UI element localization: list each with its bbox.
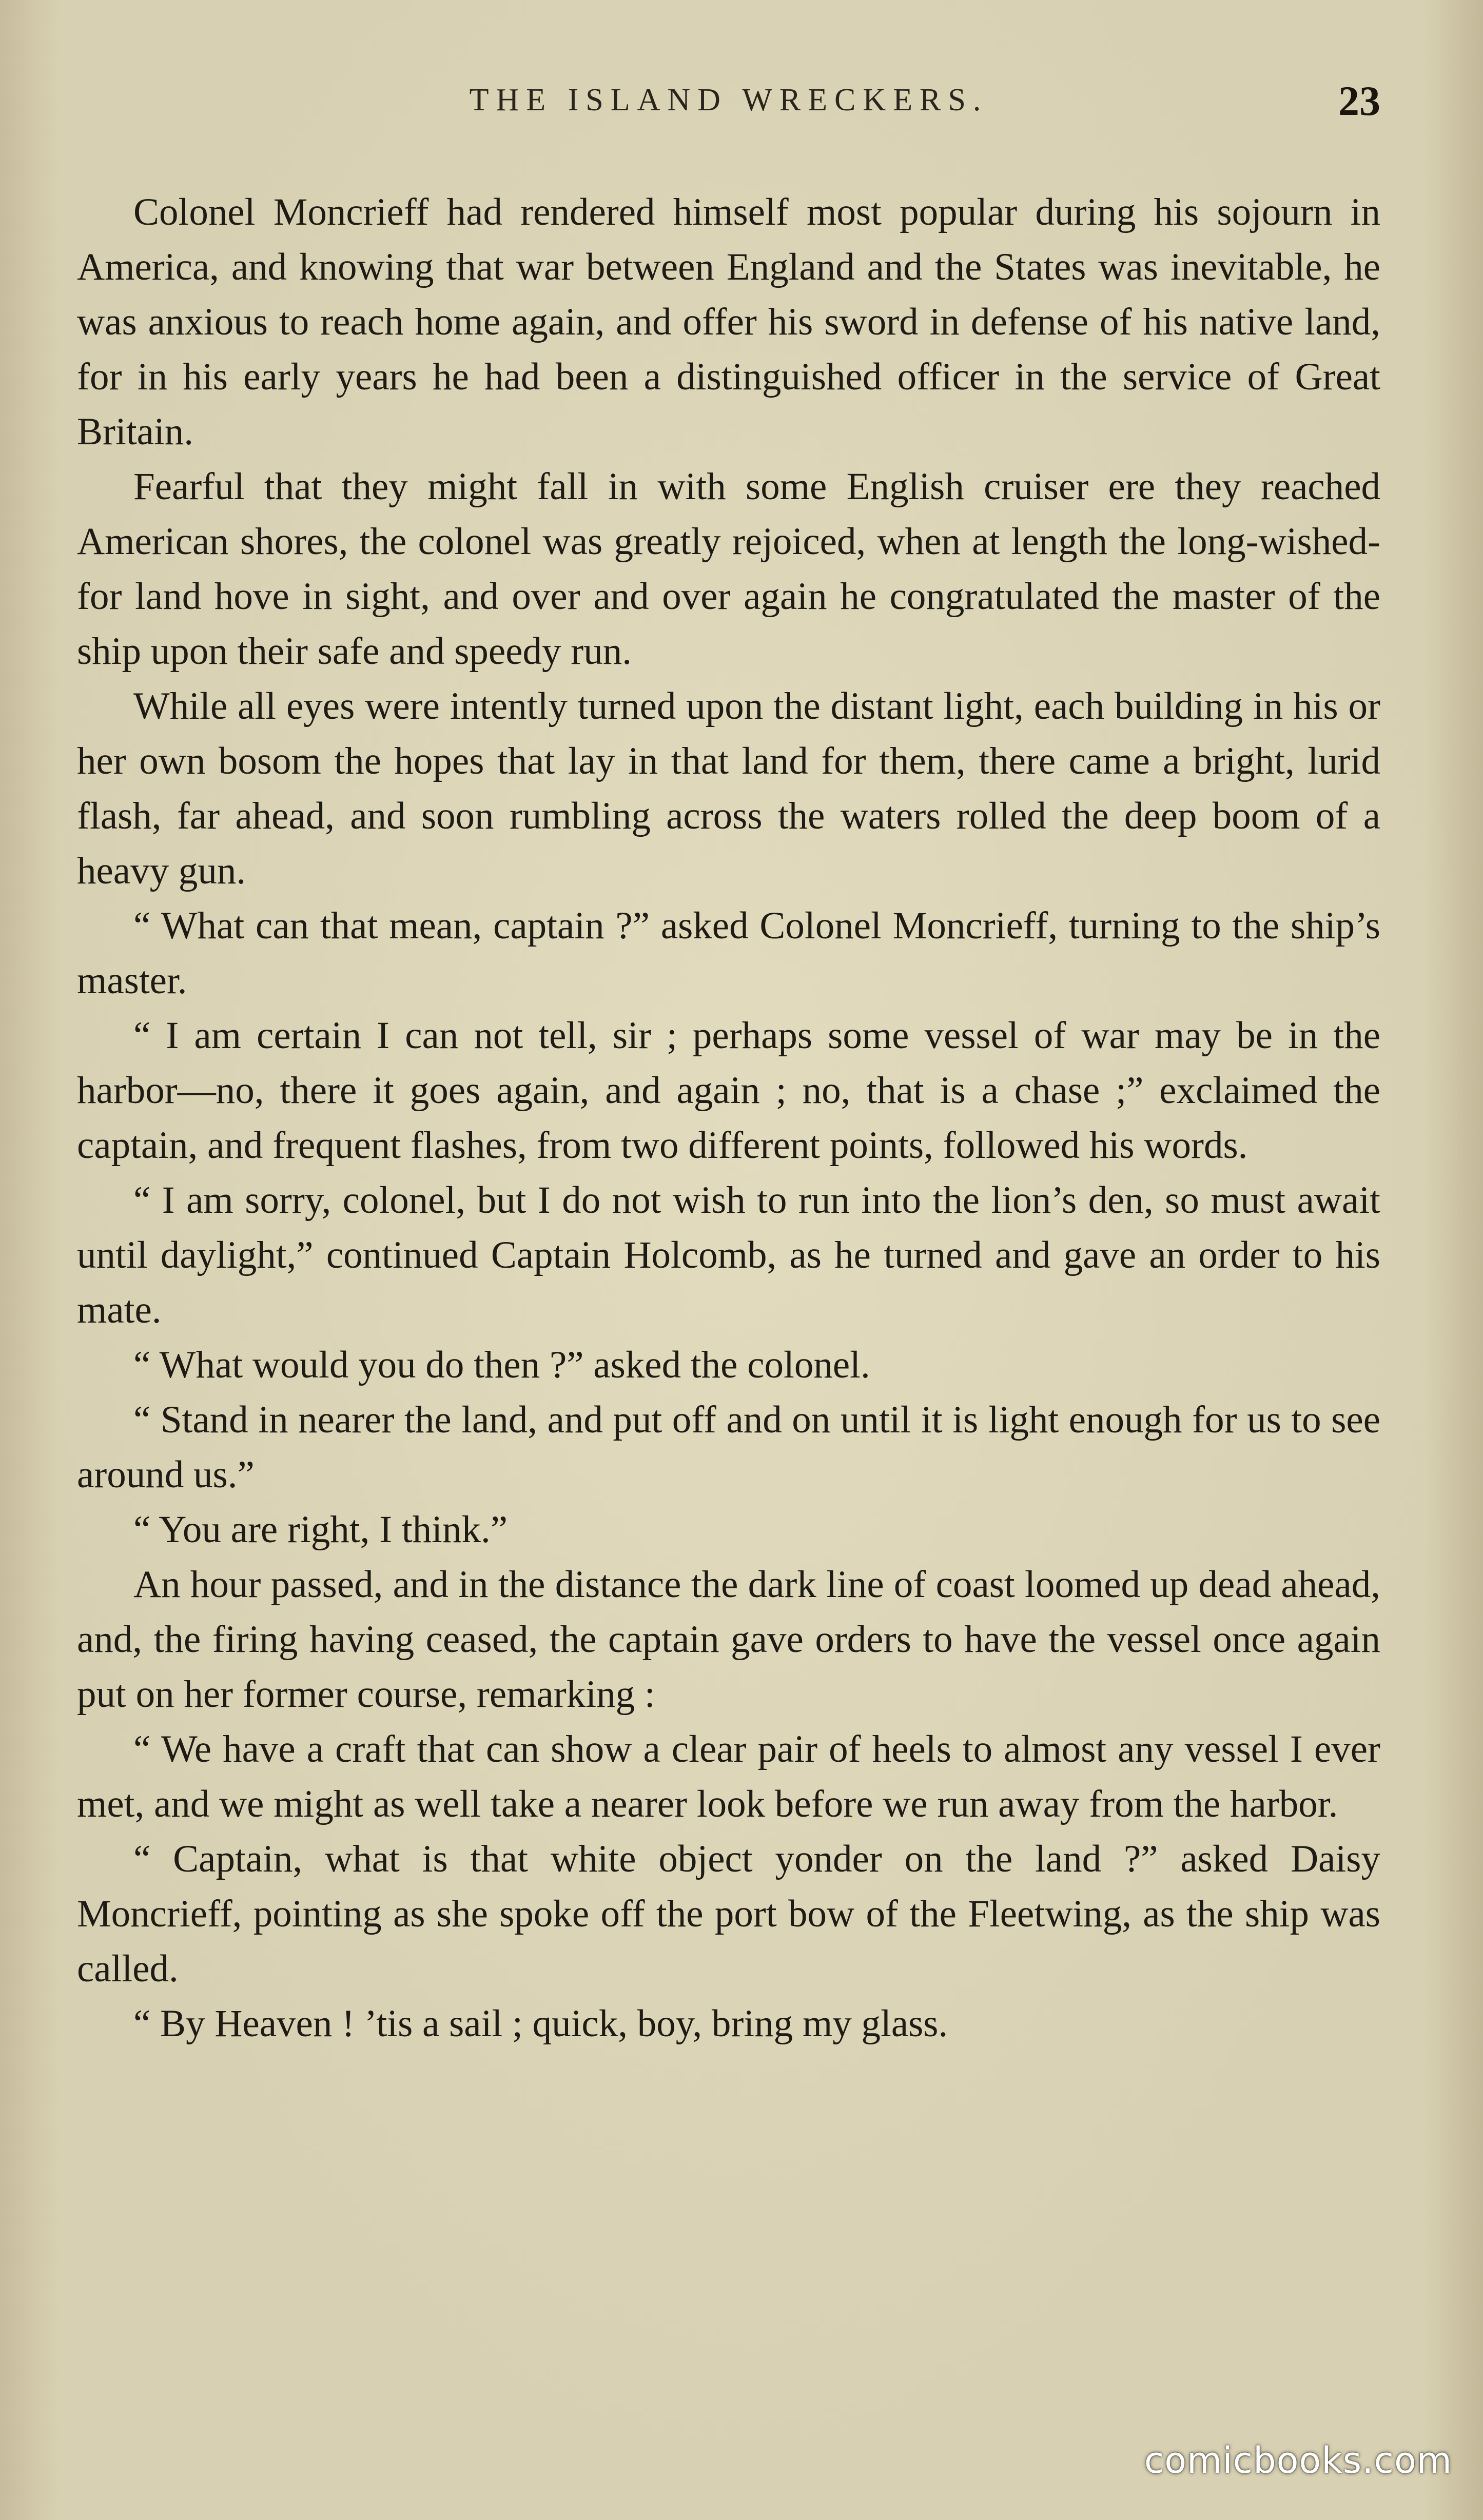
paragraph: “ Stand in nearer the land, and put off and on until it is light enough for us to see around us.” [77,1399,1380,1496]
paragraph: “ We have a craft that can show a clear pair of heels to almost any vessel I ever met, and we might as well take a nearer look before we run away from the harbor. [77,1728,1380,1825]
body-text [77,185,1380,2051]
paragraph: Colonel Moncrieff had rendered himself most popular during his sojourn in America, and knowing that war between England and the States was inevitable, he was anxious to reach home again, and offer his sword in defense of his native land, for in his early years he had been a distinguished officer in the service of Great Britain. [77,191,1380,453]
page-header [77,77,1380,133]
paragraph: While all eyes were intently turned upon the distant light, each building in his or her own bosom the hopes that lay in that land for them, there came a bright, lurid flash, far ahead, and soon rumbling across the waters rolled the deep boom of a heavy gun. [77,685,1380,892]
paragraph: “ You are right, I think.” [133,1508,508,1551]
paragraph: “ I am sorry, colonel, but I do not wish to run into the lion’s den, so must await until daylight,” continued Captain Holcomb, as he turned and gave an order to his mate. [77,1179,1380,1331]
running-title: THE ISLAND WRECKERS. [469,83,988,117]
paragraph: Fearful that they might fall in with some English cruiser ere they reached American shores, the colonel was greatly rejoiced, when at length the long-wished-for land hove in sight, and over and over again he congratulated the master of the ship upon their safe and speedy run. [77,465,1380,673]
paragraph: “ By Heaven ! ’tis a sail ; quick, boy, bring my glass. [133,2002,948,2045]
paragraph: “ What can that mean, captain ?” asked Colonel Moncrieff, turning to the ship’s master. [77,904,1380,1002]
paragraph: An hour passed, and in the distance the dark line of coast loomed up dead ahead, and, the firing having ceased, the captain gave orders to have the vessel once again put on her former course, remarking : [77,1563,1380,1716]
paragraph: “ What would you do then ?” asked the colonel. [133,1344,870,1386]
paragraph: “ I am certain I can not tell, sir ; perhaps some vessel of war may be in the harbor—no, there it goes again, and again ; no, that is a chase ;” exclaimed the captain, and frequent flashes, from two different points, followed his words. [77,1014,1380,1167]
page-number: 23 [1338,77,1380,124]
watermark: comicbooks.com [1144,2439,1452,2482]
paragraph: “ Captain, what is that white object yonder on the land ?” asked Daisy Moncrieff, pointing as she spoke off the port bow of the Fleetwing, as the ship was called. [77,1838,1380,1990]
